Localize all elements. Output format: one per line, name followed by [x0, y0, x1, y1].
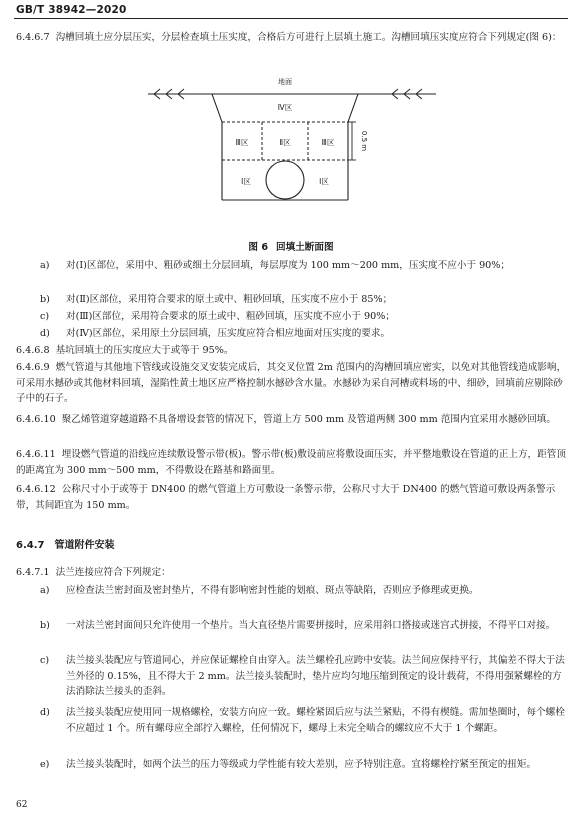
list-a-item-c: c) 对(Ⅲ)区部位，采用符合要求的原土或中、粗砂回填，压实度不应小于 90%；: [40, 311, 395, 322]
figure-caption: 图 6 回填土断面图: [248, 242, 334, 253]
header-rule: [14, 18, 568, 19]
zone-iv-label: Ⅳ区: [277, 103, 293, 112]
list-b-item-a: a) 应检查法兰密封面及密封垫片，不得有影响密封性能的划痕、斑点等缺陷，否则应予修理或更换。: [40, 585, 479, 596]
clause-6-4-6-8: 6.4.6.8 基坑回填土的压实度应大于或等于 95%。: [16, 345, 234, 356]
clause-6-4-6-7: [16, 30, 568, 46]
clause-text: 沟槽回填土应分层压实，分层检查填土压实度，合格后方可进行上层填土施工。沟槽回填压实度应符合下列规定(图 6)：: [55, 32, 562, 43]
section-6-4-7-heading: 6.4.7 管道附件安装: [16, 540, 115, 551]
clause-6-4-6-9: 6.4.6.9 燃气管道与其他地下管线或设施交叉安装完成后，其交叉位置 2m 范围内的沟槽回填应密实，以免对其他管线造成影响，可采用水撼砂或其他材料回填，湿陷性黄土地区应严格控制水撼砂含水量。水撼砂为采自河槽或料场的中、细砂，回填前应剔除砂子中的石子。: [16, 362, 567, 405]
list-a-item-b: b) 对(Ⅱ)区部位，采用符合要求的原土或中、粗砂回填，压实度不应小于 85%；: [40, 294, 393, 305]
list-a-item-a: a) 对(Ⅰ)区部位，采用中、粗砂或细土分层回填，每层厚度为 100 mm～200 mm，压实度不应小于 90%；: [40, 260, 510, 271]
list-b-item-c: c) 法兰接头装配应与管道同心，并应保证螺栓自由穿入。法兰螺栓孔应跨中安装。法兰间应保持平行，其偏差不得大于法兰外径的 0.15%，且不得大于 2 mm。法兰接头装配时，垫片应均匀地压缩到预定的设计载荷，不得用强紧螺栓的方法消除法兰接头的歪斜。: [40, 655, 565, 698]
list-b-item-d: d) 法兰接头装配应使用同一规格螺栓，安装方向应一致。螺栓紧固后应与法兰紧贴，不得有楔缝。需加垫圈时，每个螺栓不应超过 1 个。所有螺母应全部拧入螺栓，任何情况下，螺母上未完全啮合的螺纹应不大于 1 个螺距。: [40, 707, 565, 734]
dimension-label: 0.5 m: [360, 130, 368, 152]
page-number: 62: [16, 800, 28, 810]
clause-6-4-6-11: 6.4.6.11 埋设燃气管道的沿线应连续敷设警示带(板)。警示带(板)敷设前应将敷设面压实，并平整地敷设在管道的正上方，距管顶的距离宜为 300 mm～500 mm，不得敷设在路基和路面里。: [16, 449, 566, 476]
figure-6-backfill-section: [140, 72, 450, 222]
clause-6-4-7-1: 6.4.7.1 法兰连接应符合下列规定：: [16, 567, 171, 578]
zone-i-right-label: Ⅰ区: [319, 177, 329, 186]
zone-ii-label: Ⅱ区: [279, 138, 291, 147]
clause-6-4-6-12: 6.4.6.12 公称尺寸小于或等于 DN400 的燃气管道上方可敷设一条警示带，公称尺寸大于 DN400 的燃气管道可敷设两条警示带，其间距宜为 150 mm。: [16, 484, 556, 511]
clause-6-4-6-10: 6.4.6.10 聚乙烯管道穿越道路不具备增设套管的情况下，管道上方 500 mm 及管道两侧 300 mm 范围内宜采用水撼砂回填。: [16, 414, 556, 425]
list-a-item-d: d) 对(Ⅳ)区部位，采用原土分层回填，压实度应符合相应地面对压实度的要求。: [40, 328, 391, 339]
clause-number: 6.4.6.7: [16, 32, 50, 43]
zone-iii-left-label: Ⅲ区: [235, 138, 249, 147]
list-b-item-e: e) 法兰接头装配时，如两个法兰的压力等级或力学性能有较大差别，应予特别注意。宜将螺栓拧紧至预定的扭矩。: [40, 759, 537, 770]
ground-label: 地面: [278, 78, 292, 86]
standard-header: GB/T 38942—2020: [16, 4, 127, 16]
zone-iii-right-label: Ⅲ区: [321, 138, 335, 147]
pipe: [266, 161, 304, 199]
trench-wall-left-upper: [212, 94, 222, 122]
list-b-item-b: b) 一对法兰密封面间只允许使用一个垫片。当大直径垫片需要拼接时，应采用斜口搭接或迷宫式拼接，不得平口对接。: [40, 620, 556, 631]
trench-wall-right-upper: [348, 94, 358, 122]
zone-i-left-label: Ⅰ区: [241, 177, 251, 186]
